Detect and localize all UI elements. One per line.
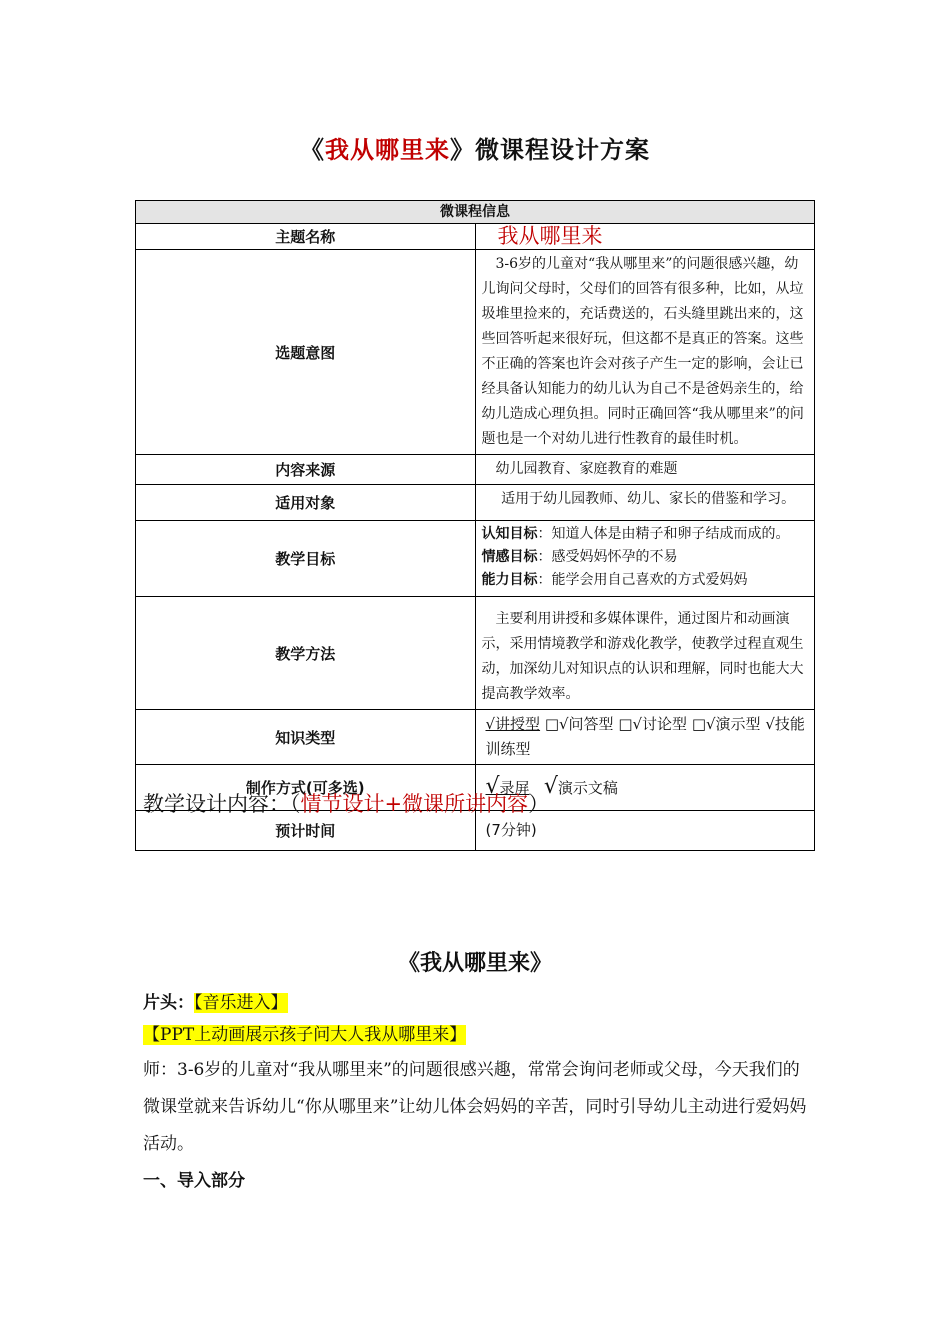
title-suffix: 》微课程设计方案: [450, 136, 650, 164]
goal-item: 能力目标：能学会用自己喜欢的方式爱妈妈: [481, 572, 748, 588]
source-text: 幼儿园教育、家庭教育的难题: [495, 461, 678, 477]
ppt-line: [143, 1020, 466, 1045]
knowledge-option-rest: □√问答型 □√讨论型 □√演示型 √技能训练型: [485, 715, 805, 758]
label-goals: 教学目标: [136, 521, 476, 597]
value-topic: [475, 224, 815, 250]
teacher-paragraph: 师：3-6岁的儿童对“我从哪里来”的问题很感兴趣，常常会询问老师或父母，今天我们的微课堂就来告诉幼儿“你从哪里来”让幼儿体会妈妈的辛苦，同时引导幼儿主动进行爱妈妈活动。: [143, 1060, 807, 1154]
goal-item: 情感目标：感受妈妈怀孕的不易: [481, 549, 678, 565]
title-bracket-open: 《: [300, 136, 325, 164]
intent-text: 3-6岁的儿童对“我从哪里来”的问题很感兴趣，幼儿询问父母时，父母们的回答有很多种，比如，从垃圾堆里捡来的，充话费送的，石头缝里跳出来的，这些回答听起来很好玩，但这都不是真正的答案。这些不正确的答案也许会对孩子产生一定的影响，会让已经具备认知能力的幼儿认为自己不是爸妈亲生的，给幼儿造成心理负担。同时正确回答“我从哪里来”的问题也是一个对幼儿进行性教育的最佳时机。: [481, 256, 804, 447]
label-duration: 预计时间: [136, 811, 476, 851]
course-info-table: [135, 200, 815, 851]
method-text: 主要利用讲授和多媒体课件，通过图片和动画演示，采用情境教学和游戏化教学，使教学过程直观生动，加深幼儿对知识点的认识和理解，同时也能大大提高教学效率。: [481, 611, 804, 702]
intro-tag: 【音乐进入】: [194, 993, 288, 1013]
label-method: 教学方法: [136, 597, 476, 710]
intro-label: 片头：: [143, 993, 194, 1013]
audience-text: 适用于幼儿园教师、幼儿、家长的借鉴和学习。: [501, 491, 796, 507]
value-intent: [475, 250, 815, 455]
value-knowledge: [475, 710, 815, 765]
value-audience: [475, 485, 815, 521]
knowledge-options: [476, 710, 815, 764]
intro-line: [143, 988, 288, 1013]
knowledge-option-lecture: √讲授型: [485, 715, 541, 733]
part1-heading: 一、导入部分: [143, 1171, 245, 1191]
value-source: [475, 455, 815, 485]
production-check-slides: √: [543, 774, 558, 799]
design-heading: 教学设计内容：（情节设计+微课所讲内容）: [143, 792, 550, 816]
duration-text: (7分钟): [485, 821, 537, 839]
section-title: 《我从哪里来》: [397, 951, 552, 976]
title-topic: 我从哪里来: [325, 136, 450, 164]
production-option-slides: 演示文稿: [557, 779, 618, 797]
table-header: 微课程信息: [136, 201, 815, 224]
design-heading-red: 情节设计+微课所讲内容: [300, 792, 529, 816]
label-source: 内容来源: [136, 455, 476, 485]
label-topic: 主题名称: [136, 224, 476, 250]
label-production: 制作方式(可多选): [136, 765, 476, 811]
value-method: [475, 597, 815, 710]
topic-text: 我从哪里来: [497, 224, 603, 248]
label-intent: 选题意图: [136, 250, 476, 455]
ppt-tag: 【PPT上动画展示孩子问大人我从哪里来】: [143, 1025, 467, 1045]
label-knowledge: 知识类型: [136, 710, 476, 765]
goal-item: 认知目标：知道人体是由精子和卵子结成而成的。: [481, 526, 790, 542]
value-goals: [475, 521, 815, 597]
production-option-record: √录屏: [485, 774, 530, 799]
goals-list: [476, 521, 815, 594]
label-audience: 适用对象: [136, 485, 476, 521]
page-title: [0, 130, 950, 165]
